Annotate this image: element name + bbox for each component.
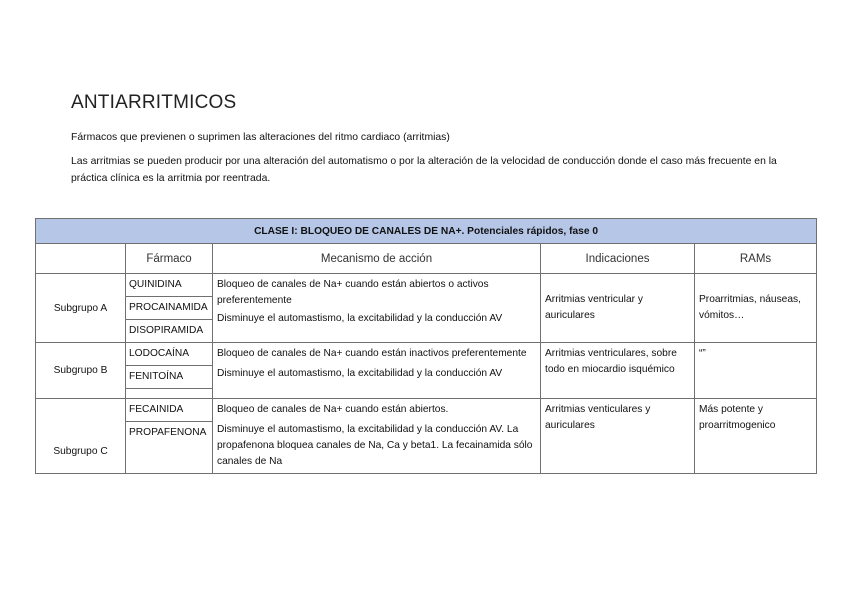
column-header-indications: Indicaciones bbox=[541, 244, 695, 274]
column-header-mechanism: Mecanismo de acción bbox=[213, 244, 541, 274]
drug-name: PROPAFENONA bbox=[129, 427, 207, 438]
column-header-drug: Fármaco bbox=[126, 244, 213, 274]
table-row bbox=[36, 343, 817, 399]
column-header-empty bbox=[36, 244, 126, 274]
table-row bbox=[36, 274, 817, 343]
indications-cell: Arritmias ventricular y auriculares bbox=[541, 274, 695, 343]
mechanism-text: Disminuye el automastismo, la excitabilidad y la conducción AV bbox=[217, 313, 503, 324]
drug-name: DISOPIRAMIDA bbox=[129, 325, 204, 336]
mechanism-cell bbox=[213, 399, 541, 474]
drug-name: LODOCAÍNA bbox=[126, 343, 212, 366]
drug-name: QUINIDINA bbox=[126, 274, 212, 297]
mechanism-text: Disminuye el automastismo, la excitabilidad y la conducción AV bbox=[217, 368, 503, 379]
antiarrhythmic-table bbox=[35, 218, 817, 474]
table-header: CLASE I: BLOQUEO DE CANALES DE NA+. Potenciales rápidos, fase 0 bbox=[36, 219, 817, 244]
drug-list bbox=[126, 274, 213, 343]
mechanism-text: Bloqueo de canales de Na+ cuando están abiertos o activos preferentemente bbox=[217, 279, 489, 306]
mechanism-text: Disminuye el automastismo, la excitabilidad y la conducción AV. La propafenona bloquea canales de Na, Ca y beta1. La fecainamida sólo canales de Na bbox=[217, 424, 533, 467]
table-row bbox=[36, 399, 817, 474]
mechanism-text: Bloqueo de canales de Na+ cuando están abiertos. bbox=[217, 404, 449, 415]
drug-name: FENITOÍNA bbox=[126, 366, 212, 389]
page-title: ANTIARRITMICOS bbox=[71, 92, 237, 113]
subgroup-label: Subgrupo C bbox=[36, 399, 126, 474]
drug-name: FECAINIDA bbox=[126, 399, 212, 422]
subgroup-label: Subgrupo A bbox=[36, 274, 126, 343]
intro-line-2: Las arritmias se pueden producir por una alteración del automatismo o por la alteración de la velocidad de conducción donde el caso más frecuente en la práctica clínica es la arritmia por reentrada. bbox=[71, 156, 777, 184]
subgroup-label: Subgrupo B bbox=[36, 343, 126, 399]
drug-list bbox=[126, 343, 213, 399]
drug-name: PROCAINAMIDA bbox=[126, 297, 212, 320]
mechanism-text: Bloqueo de canales de Na+ cuando están inactivos preferentemente bbox=[217, 348, 527, 359]
mechanism-cell bbox=[213, 343, 541, 399]
column-header-rams: RAMs bbox=[695, 244, 817, 274]
mechanism-cell bbox=[213, 274, 541, 343]
indications-cell: Arritmias ventriculares, sobre todo en miocardio isquémico bbox=[541, 343, 695, 399]
rams-cell: Más potente y proarritmogenico bbox=[695, 399, 817, 474]
indications-cell: Arritmias venticulares y auriculares bbox=[541, 399, 695, 474]
intro-line-1: Fármacos que previenen o suprimen las alteraciones del ritmo cardiaco (arritmias) bbox=[71, 132, 450, 143]
drug-list bbox=[126, 399, 213, 474]
rams-cell: “” bbox=[695, 343, 817, 399]
rams-cell: Proarritmias, náuseas, vómitos… bbox=[695, 274, 817, 343]
